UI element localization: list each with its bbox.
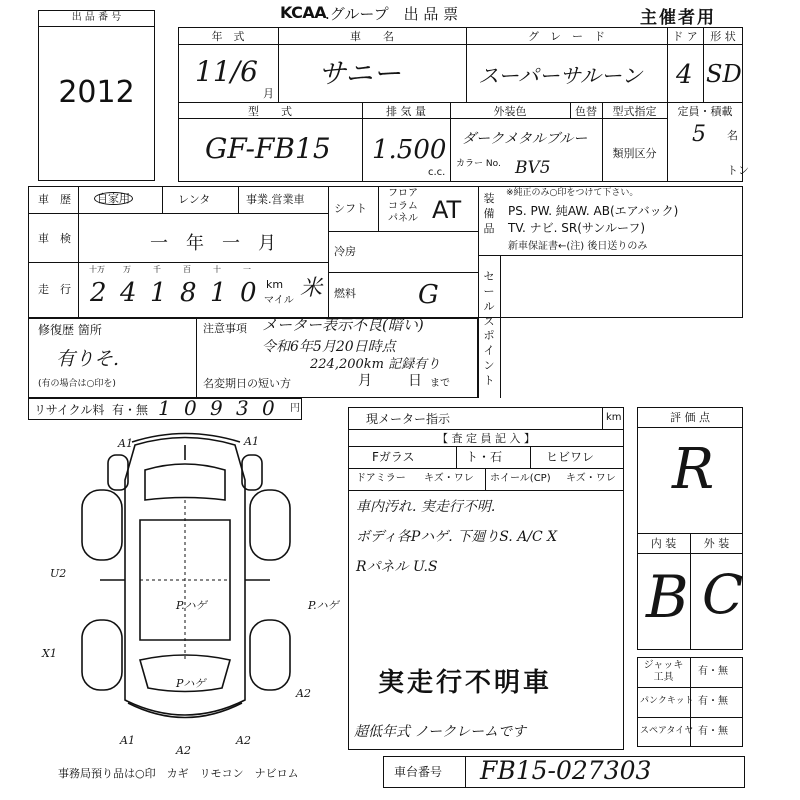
wheel-options: キズ・ワレ (566, 473, 616, 484)
shift-value: AT (432, 196, 462, 224)
year-value: 11/6 (195, 55, 258, 88)
spare-yes-no: 有・無 (698, 726, 728, 737)
model-label: 型 式 (248, 105, 292, 118)
lot-number: 2012 (58, 75, 135, 110)
shape-label: 形 状 (710, 30, 736, 43)
name-label: 車 名 (350, 30, 394, 43)
fglass-options: ト・石 (466, 450, 503, 464)
repair-label: 修復歴 箇所 (38, 323, 102, 337)
digit-label: 千 (153, 265, 161, 274)
meter-label: 現メーター指示 (366, 412, 451, 426)
recycle-digit: 9 (210, 396, 223, 420)
equipment-label: 装 備 品 (483, 192, 495, 235)
exterior-label: 外 装 (703, 537, 730, 550)
digit-value: 1 (210, 278, 227, 308)
designation-label: 型式指定 (612, 105, 657, 118)
recycle-digit: 0 (262, 396, 275, 420)
digit-label: 十 (213, 265, 221, 274)
diagram-mark-2: A1 (244, 435, 259, 448)
diagram-mark-11: A2 (236, 734, 251, 747)
inspector-footer: 超低年式 ノークレームです (354, 724, 527, 740)
shaken-value: 一 年 一 月 (150, 233, 276, 254)
fglass-label: Fガラス (372, 450, 415, 464)
cc-unit: c.c. (428, 167, 446, 178)
diagram-mark-5: Pハゲ (176, 677, 206, 690)
color-label: 外装色 (493, 105, 527, 118)
interior-label: 内 装 (650, 537, 677, 550)
repair-note: (有の場合は○印を) (38, 379, 116, 389)
inspector-hand2: ボディ各Pハゲ. 下廻りS. A/C X (356, 529, 558, 545)
capacity-unit: 名 (727, 129, 738, 142)
header-title: .グループ 出 品 票 (325, 5, 459, 23)
diagram-mark-6: X1 (42, 647, 57, 660)
shaken-label: 車 検 (38, 232, 71, 245)
model-value: GF-FB15 (205, 132, 331, 165)
inspector-hand3: Rパネル U.S (356, 559, 438, 575)
ton-unit: トン (727, 164, 749, 177)
digit-value: 0 (240, 278, 257, 308)
meter-unit: km (606, 412, 622, 423)
color-no-value: BV5 (515, 158, 551, 178)
color-change-label: 色替 (575, 105, 597, 118)
sales-point-label: セ ー ル ス ポ イ ン ト (483, 270, 495, 387)
notes-line2: 令和6年5月20日時点 (262, 339, 396, 355)
category-label: 類別区分 (612, 147, 657, 160)
mile-mark: 米 (300, 276, 323, 301)
digit-label: 一 (243, 265, 251, 274)
repair-value: 有りそ. (56, 348, 120, 370)
exterior-value: C (702, 563, 744, 626)
diagram-footer: 事務局預り品は○印 カギ リモコン ナビロム (58, 767, 299, 780)
inspector-hand1: 車内汚れ. 実走行不明. (356, 499, 496, 515)
jack-yes-no: 有・無 (698, 666, 728, 677)
capacity-label: 定員・積載 (677, 105, 733, 118)
equipment-line2: TV. ナビ. SR(サンルーフ) (508, 221, 646, 235)
spare-label: スペアタイヤ (640, 726, 694, 736)
not-actual-mileage-stamp: 実走行不明車 (378, 668, 553, 698)
score-label: 評 価 点 (670, 411, 710, 424)
notes-label: 注意事項 (203, 322, 247, 335)
km-unit: km (266, 278, 284, 291)
aircon-label: 冷房 (334, 245, 356, 258)
fuel-label: 燃料 (334, 287, 356, 300)
recycle-yen: 円 (290, 403, 300, 414)
chassis-value: FB15-027303 (480, 756, 652, 785)
chassis-label: 車台番号 (394, 765, 443, 779)
diagram-mark-8: A2 (296, 687, 311, 700)
grade-label: グ レ ー ド (528, 30, 605, 43)
fglass-crack: ヒビワレ (546, 450, 595, 464)
expiry-label: 名変期日の短い方 (203, 377, 291, 390)
shift-label: シフト (334, 202, 367, 215)
history-rental: レンタ (178, 193, 211, 206)
cc-value: 1.500 (372, 135, 447, 165)
expiry-month: 月 (358, 373, 372, 389)
wheel-label: ホイール(CP) (490, 473, 551, 484)
recycle-has: 有・無 (112, 403, 149, 417)
diagram-mark-3: U2 (50, 567, 67, 580)
puncture-yes-no: 有・無 (698, 696, 728, 707)
history-label: 車 歴 (38, 193, 71, 206)
history-business: 事業.営業車 (246, 193, 305, 206)
doors-value: 4 (676, 60, 693, 90)
door-label: ド ア (672, 30, 698, 43)
recycle-digit: 3 (236, 396, 249, 420)
digit-value: 4 (120, 278, 137, 308)
grade-value: スーパーサルーン (478, 64, 643, 88)
mile-unit: マイル (264, 295, 294, 306)
inspector-label: 【 査 定 員 記 入 】 (437, 432, 535, 445)
digit-value: 2 (90, 278, 107, 308)
diagram-mark-7: P.ハゲ (308, 599, 339, 612)
equipment-line3: 新車保証書←(注) 後日送りのみ (508, 241, 648, 252)
recycle-digit: 0 (184, 396, 197, 420)
shape-value: SD (706, 60, 742, 88)
color-value: ダークメタルブルー (462, 131, 588, 147)
lot-label: 出 品 番 号 (71, 12, 122, 23)
capacity-value: 5 (692, 122, 706, 147)
diagram-mark-4: P.ハゲ (176, 599, 207, 612)
fuel-value: G (418, 280, 439, 310)
cc-label: 排 気 量 (386, 105, 426, 118)
expiry-day: 日 (408, 373, 422, 389)
digit-label: 万 (123, 265, 131, 274)
car-name: サニー (318, 57, 401, 90)
puncture-label: パンクキット (640, 696, 694, 706)
digit-label: 百 (183, 265, 191, 274)
notes-line1: メーター表示不良(暗い) (262, 316, 424, 334)
interior-value: B (646, 563, 689, 631)
header-logo: KCAA (280, 3, 327, 22)
recycle-digit: 1 (158, 396, 171, 420)
color-no-label: カラー No. (456, 159, 501, 169)
digit-value: 1 (150, 278, 167, 308)
equipment-note: ※純正のみ○印をつけて下さい。 (506, 188, 639, 198)
digit-label: 十万 (89, 265, 105, 274)
mileage-label: 走 行 (38, 283, 71, 296)
diagram-mark-10: A2 (176, 744, 191, 757)
recycle-label: リサイクル料 (34, 403, 105, 417)
jack-label: ジャッキ工具 (643, 660, 684, 683)
equipment-line1: PS. PW. 純AW. AB(エアバック) (508, 204, 679, 218)
expiry-until: まで (430, 378, 450, 389)
score-value: R (672, 437, 715, 502)
month-suffix: 月 (263, 87, 274, 100)
diagram-mark-1: A1 (118, 437, 133, 450)
mirror-options: キズ・ワレ (424, 473, 474, 484)
shift-options: フロア コラム パネル (388, 188, 418, 224)
digit-value: 8 (180, 278, 197, 308)
diagram-mark-9: A1 (120, 734, 135, 747)
year-label: 年 式 (211, 30, 245, 43)
history-own: 自家用 (94, 192, 133, 205)
mirror-label: ドアミラー (356, 473, 406, 484)
host-label: 主催者用 (640, 8, 716, 28)
notes-line3: 224,200km 記録有り (310, 357, 441, 372)
